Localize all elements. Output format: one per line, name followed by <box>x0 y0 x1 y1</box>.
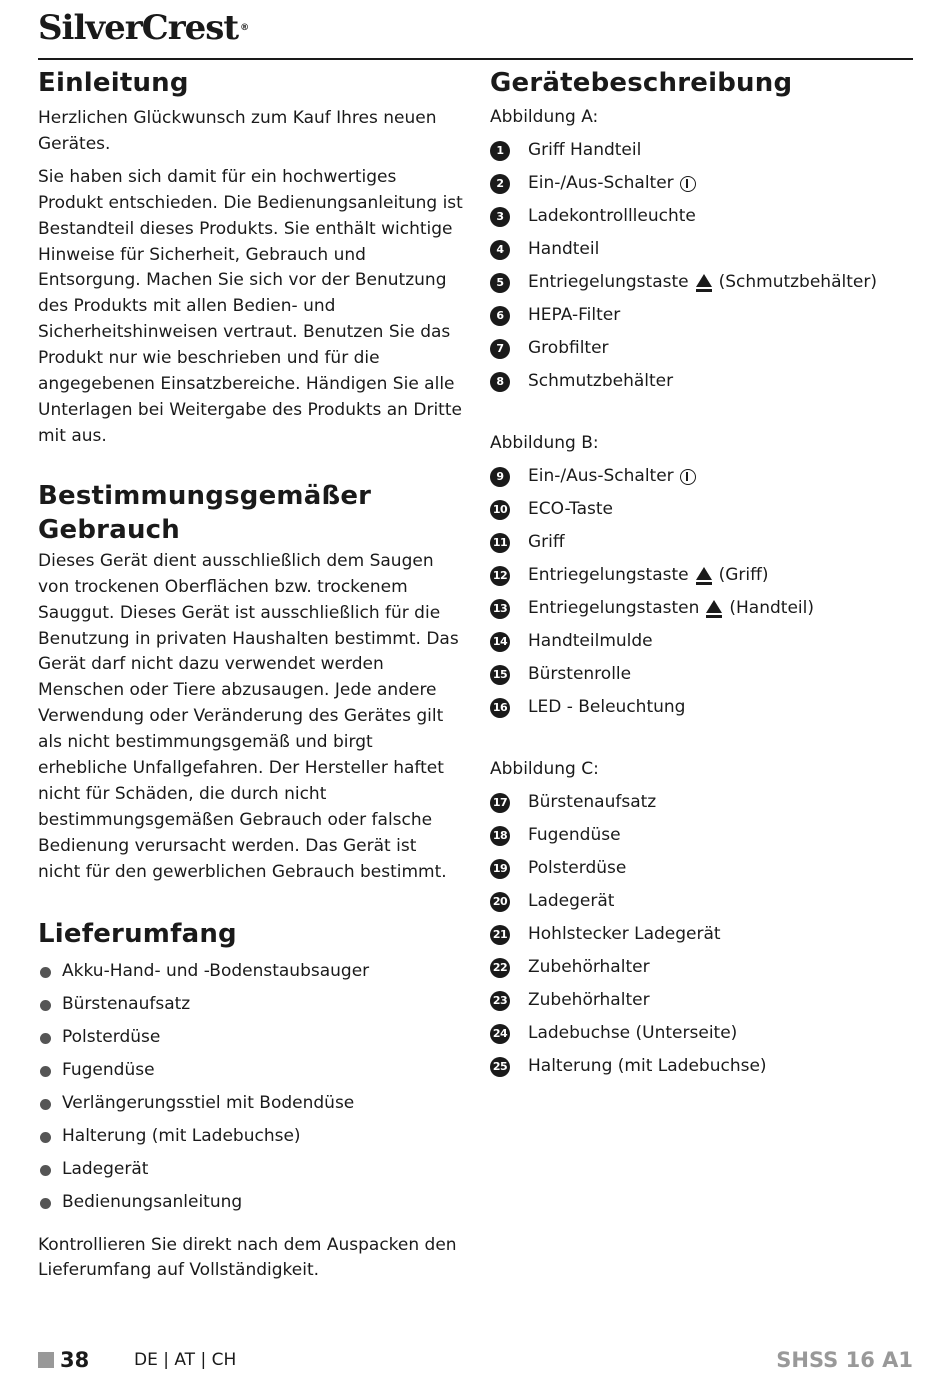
part-list-item <box>490 625 930 658</box>
part-number-badge: 9 <box>490 467 510 487</box>
part-list-item <box>490 885 930 918</box>
part-number-badge: 14 <box>490 632 510 652</box>
intro-paragraph-1: Herzlichen Glückwunsch zum Kauf Ihres neuen Gerätes. <box>38 108 437 154</box>
part-list-item <box>490 493 930 526</box>
bullet-dot-icon <box>40 1165 51 1176</box>
scope-list-item <box>38 1153 463 1186</box>
part-number-badge: 23 <box>490 991 510 1011</box>
bullet-dot-icon <box>40 1099 51 1110</box>
intended-use-heading-line1: Bestimmungsgemäßer <box>38 480 372 511</box>
scope-item-text: Halterung (mit Ladebuchse) <box>62 1125 301 1146</box>
intended-use-heading-line2: Gebrauch <box>38 514 180 545</box>
scope-item-text: Ladegerät <box>62 1158 149 1179</box>
part-list-item <box>490 786 930 819</box>
part-number-badge: 15 <box>490 665 510 685</box>
scope-item-text: Fugendüse <box>62 1059 155 1080</box>
part-name: Bürstenrolle <box>528 664 632 684</box>
bullet-dot-icon <box>40 1198 51 1209</box>
part-list-item <box>490 266 930 299</box>
part-list-item <box>490 691 930 724</box>
part-list-item <box>490 592 930 625</box>
part-name: Entriegelungstasten <box>528 598 700 618</box>
part-name: Entriegelungstaste <box>528 565 689 585</box>
part-number-badge: 18 <box>490 826 510 846</box>
part-list-item <box>490 658 930 691</box>
part-number-badge: 3 <box>490 207 510 227</box>
part-list-item <box>490 233 930 266</box>
part-number-badge: 4 <box>490 240 510 260</box>
part-list-item <box>490 200 930 233</box>
scope-list-item <box>38 1021 463 1054</box>
part-name: Fugendüse <box>528 825 621 845</box>
part-name: HEPA-Filter <box>528 305 621 325</box>
part-number-badge: 24 <box>490 1024 510 1044</box>
part-number-badge: 25 <box>490 1057 510 1077</box>
page-footer <box>38 1346 913 1376</box>
scope-item-text: Verlängerungsstiel mit Bodendüse <box>62 1092 355 1113</box>
scope-list-item <box>38 988 463 1021</box>
part-name: Ladegerät <box>528 891 615 911</box>
part-number-badge: 7 <box>490 339 510 359</box>
part-number-badge: 22 <box>490 958 510 978</box>
part-name: Grobfilter <box>528 338 609 358</box>
part-list-item <box>490 299 930 332</box>
scope-item-text: Bürstenaufsatz <box>62 993 191 1014</box>
header-rule <box>38 58 913 60</box>
part-name: Ladebuchse (Unterseite) <box>528 1023 738 1043</box>
part-name: Griff <box>528 532 565 552</box>
scope-item-text: Bedienungsanleitung <box>62 1191 243 1212</box>
bullet-dot-icon <box>40 1066 51 1077</box>
part-qualifier: (Griff) <box>718 565 769 585</box>
figure-a-parts-list <box>490 134 930 398</box>
part-number-badge: 20 <box>490 892 510 912</box>
part-list-item <box>490 984 930 1017</box>
bullet-dot-icon <box>40 1000 51 1011</box>
part-list-item <box>490 1017 930 1050</box>
left-column <box>38 66 463 1284</box>
part-name: Griff Handteil <box>528 140 642 160</box>
part-name: Hohlstecker Ladegerät <box>528 924 721 944</box>
delivery-scope-note: Kontrollieren Sie direkt nach dem Auspacken den Lieferumfang auf Vollständigkeit. <box>38 1234 457 1281</box>
bullet-dot-icon <box>40 1033 51 1044</box>
scope-list-item <box>38 1087 463 1120</box>
scope-item-text: Polsterdüse <box>62 1026 161 1047</box>
device-description-heading: Gerätebeschreibung <box>490 68 793 98</box>
eject-icon <box>695 566 713 586</box>
part-name: ECO-Taste <box>528 499 614 519</box>
brand-logo <box>38 8 248 48</box>
part-name: Schmutzbehälter <box>528 371 674 391</box>
bullet-dot-icon <box>40 1132 51 1143</box>
power-icon <box>680 176 696 192</box>
part-list-item <box>490 951 930 984</box>
scope-item-text: Akku-Hand- und -Bodenstaubsauger <box>62 960 370 981</box>
part-name: Zubehörhalter <box>528 990 650 1010</box>
part-number-badge: 16 <box>490 698 510 718</box>
right-column <box>490 66 930 1083</box>
part-list-item <box>490 819 930 852</box>
part-name: Polsterdüse <box>528 858 627 878</box>
part-list-item <box>490 365 930 398</box>
part-name: Bürstenaufsatz <box>528 792 657 812</box>
power-icon <box>680 469 696 485</box>
scope-list-item <box>38 955 463 988</box>
part-name: Ein-/Aus-Schalter <box>528 466 674 486</box>
brand-name: SilverCrest <box>38 8 239 48</box>
intro-heading: Einleitung <box>38 68 189 98</box>
part-name: Halterung (mit Ladebuchse) <box>528 1056 767 1076</box>
part-number-badge: 17 <box>490 793 510 813</box>
part-list-item <box>490 918 930 951</box>
part-name: Ein-/Aus-Schalter <box>528 173 674 193</box>
eject-icon <box>695 273 713 293</box>
registered-mark: ® <box>240 23 249 33</box>
figure-c-label: Abbildung C: <box>490 759 599 779</box>
part-list-item <box>490 167 930 200</box>
intro-paragraph-2: Sie haben sich damit für ein hochwertiges Produkt entschieden. Die Bedienungsanleitung ist Bestandteil dieses Produkts. Sie enthält wichtige Hinweise für Sicherheit, Gebrauch und Entsorgung. Machen Sie sich vor der Benutzung des Produkts mit allen Bedien- und Sicherheitshinweisen vertraut. Benutzen Sie das Produkt nur wie beschrieben und für die angegebenen Einsatzbereiche. Händigen Sie alle Unterlagen bei Weitergabe des Produkts an Dritte mit aus. <box>38 166 463 446</box>
part-list-item <box>490 332 930 365</box>
figure-b-label: Abbildung B: <box>490 433 599 453</box>
part-list-item <box>490 559 930 592</box>
figure-c-parts-list <box>490 786 930 1083</box>
part-number-badge: 8 <box>490 372 510 392</box>
footer-square-marker <box>38 1352 54 1368</box>
intended-use-paragraph: Dieses Gerät dient ausschließlich dem Saugen von trockenen Oberflächen bzw. trockenem Sauggut. Dieses Gerät ist ausschließlich für die Benutzung in privaten Haushalten bestimmt. Das Gerät darf nicht dazu verwendet werden Menschen oder Tiere abzusaugen. Jede andere Verwendung oder Veränderung des Gerätes gilt als nicht bestimmungsgemäß und birgt erhebliche Unfallgefahren. Der Hersteller haftet nicht für Schäden, die durch nicht bestimmungsgemäßen Gebrauch oder falsche Bedienung verursacht werden. Das Gerät ist nicht für den gewerblichen Gebrauch bestimmt. <box>38 550 459 882</box>
delivery-scope-list <box>38 955 463 1219</box>
part-name: Handteil <box>528 239 600 259</box>
page-number: 38 <box>60 1348 90 1372</box>
intended-use-heading <box>38 479 463 547</box>
part-number-badge: 2 <box>490 174 510 194</box>
part-qualifier: (Handteil) <box>729 598 814 618</box>
part-name: Ladekontrollleuchte <box>528 206 696 226</box>
part-list-item <box>490 526 930 559</box>
part-number-badge: 5 <box>490 273 510 293</box>
part-number-badge: 12 <box>490 566 510 586</box>
part-name: Handteilmulde <box>528 631 653 651</box>
country-codes: DE | AT | CH <box>134 1350 237 1370</box>
delivery-scope-heading: Lieferumfang <box>38 918 237 949</box>
part-qualifier: (Schmutzbehälter) <box>718 272 877 292</box>
scope-list-item <box>38 1054 463 1087</box>
part-list-item <box>490 852 930 885</box>
part-number-badge: 21 <box>490 925 510 945</box>
figure-b-parts-list <box>490 460 930 724</box>
part-number-badge: 19 <box>490 859 510 879</box>
part-list-item <box>490 460 930 493</box>
part-list-item <box>490 134 930 167</box>
part-name: LED - Beleuchtung <box>528 697 686 717</box>
figure-a-label: Abbildung A: <box>490 107 599 127</box>
part-number-badge: 11 <box>490 533 510 553</box>
eject-icon <box>705 599 723 619</box>
part-number-badge: 6 <box>490 306 510 326</box>
scope-list-item <box>38 1120 463 1153</box>
model-number: SHSS 16 A1 <box>776 1348 913 1372</box>
part-number-badge: 1 <box>490 141 510 161</box>
bullet-dot-icon <box>40 967 51 978</box>
part-number-badge: 10 <box>490 500 510 520</box>
scope-list-item <box>38 1186 463 1219</box>
part-list-item <box>490 1050 930 1083</box>
part-name: Zubehörhalter <box>528 957 650 977</box>
part-name: Entriegelungstaste <box>528 272 689 292</box>
part-number-badge: 13 <box>490 599 510 619</box>
